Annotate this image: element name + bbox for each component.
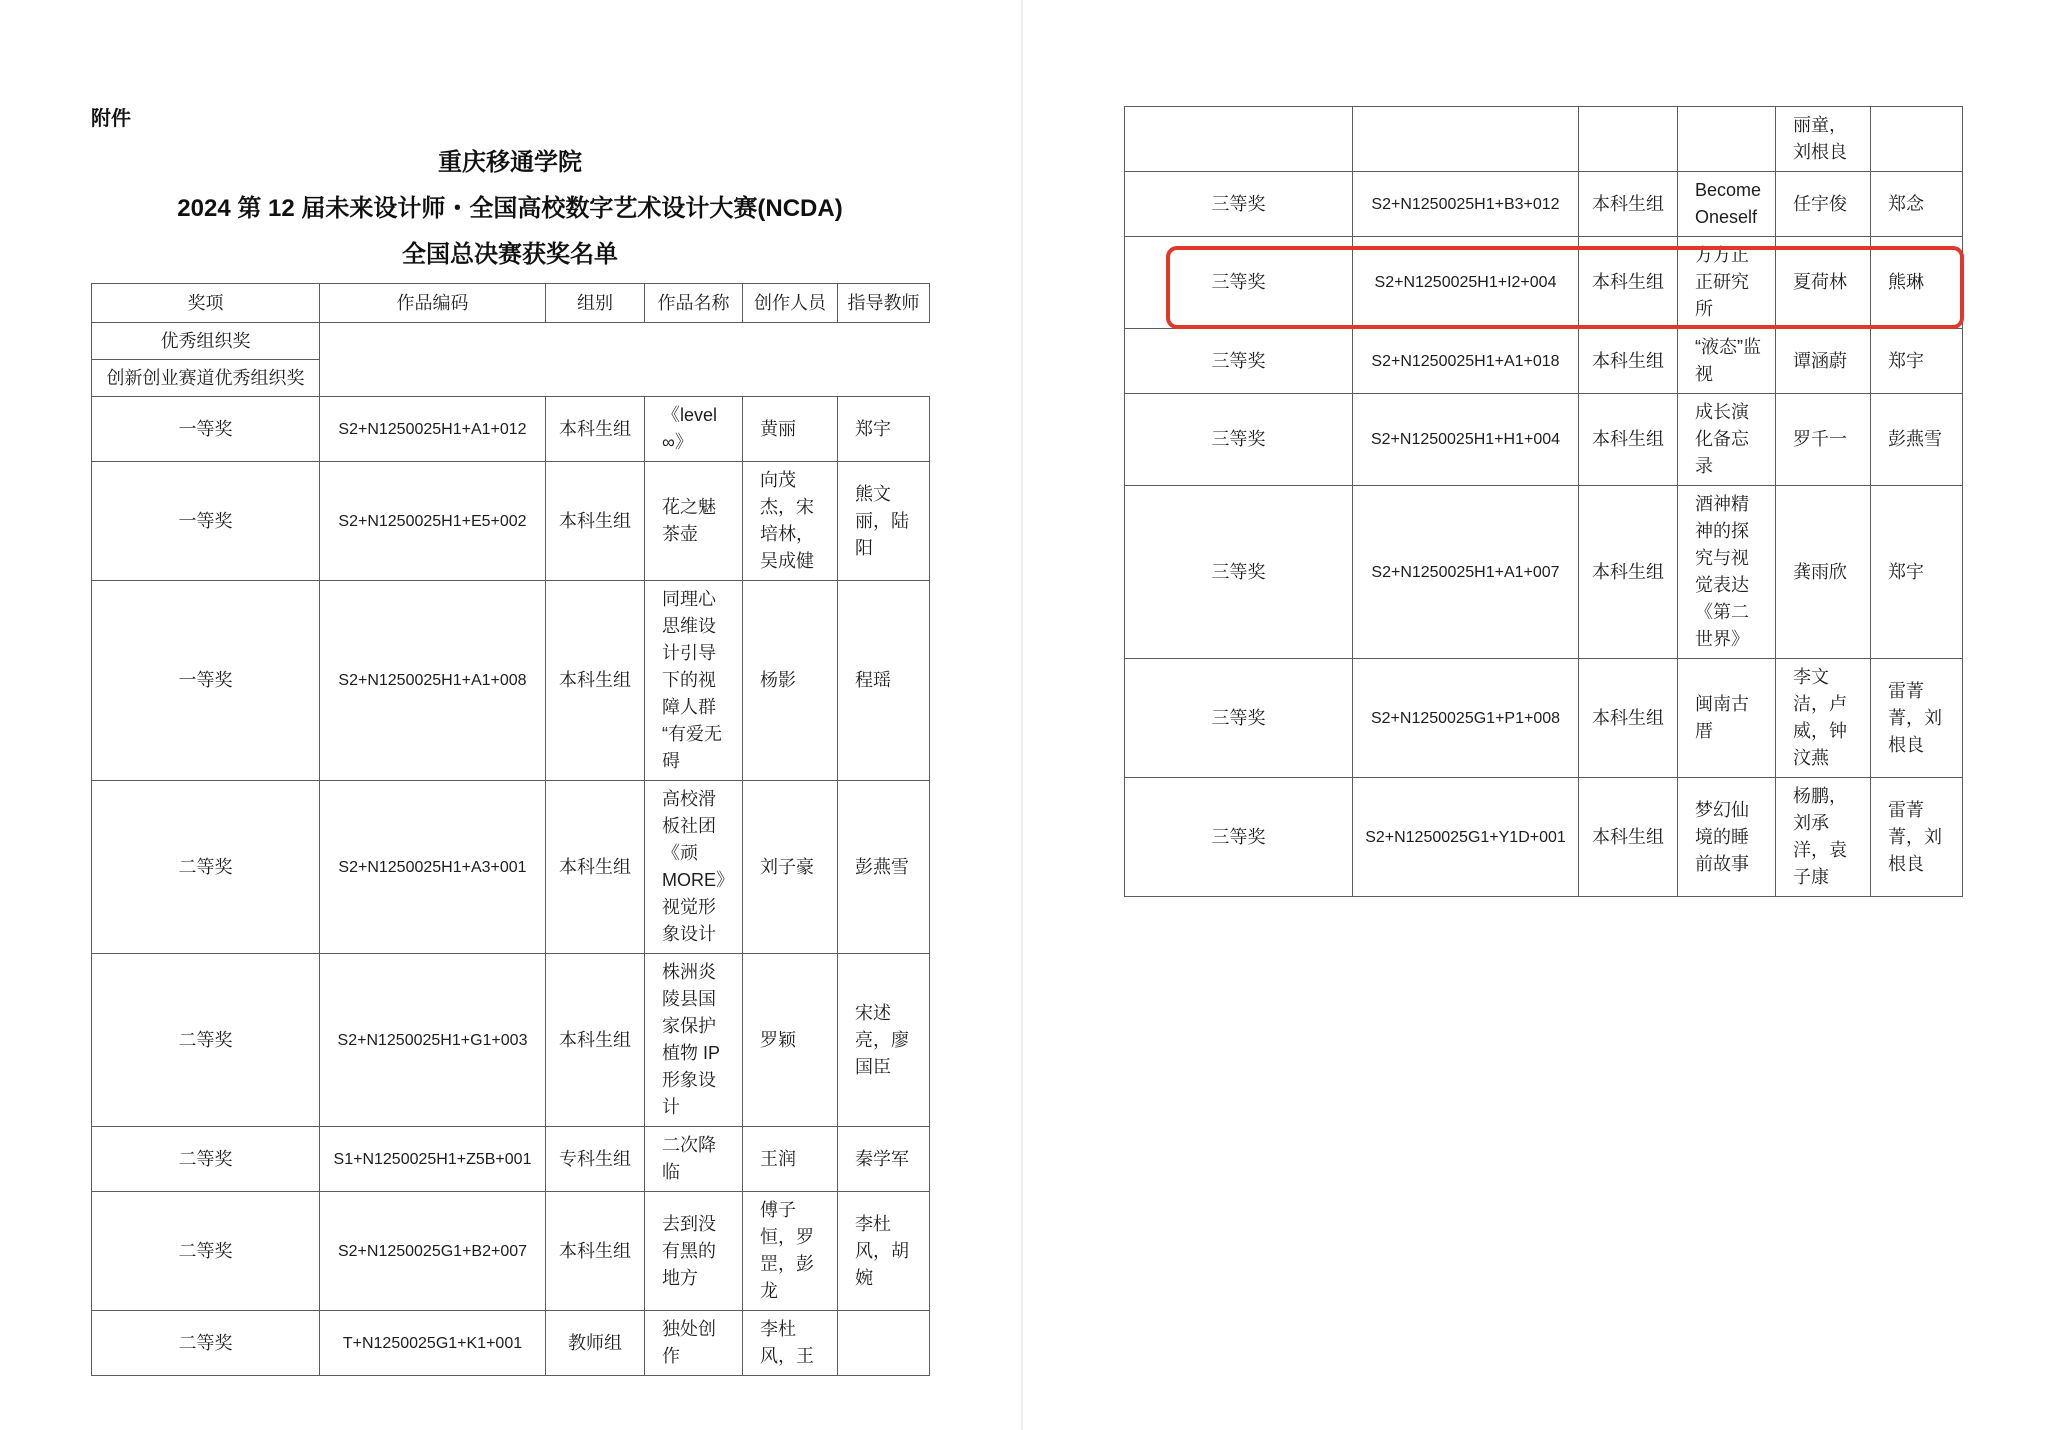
creators-cell: 杨鹏， 刘承 洋，袁 子康	[1776, 778, 1871, 897]
work-code-cell: S2+N1250025H1+H1+004	[1353, 394, 1579, 486]
competition-title: 2024 第 12 届未来设计师・全国高校数字艺术设计大赛(NCDA)	[177, 195, 843, 222]
column-header-group: 组别	[546, 284, 645, 323]
award-rows-left	[92, 397, 930, 1376]
org-award-cell: 优秀组织奖	[92, 323, 320, 360]
advisors-cell: 熊琳	[1871, 237, 1963, 329]
work-title-cell: 去到没 有黑的 地方	[645, 1192, 743, 1311]
creators-cell: 任宇俊	[1776, 172, 1871, 237]
award-table-left	[91, 283, 930, 1376]
creators-cell: 罗颖	[743, 954, 838, 1127]
work-title-cell: Become Oneself	[1678, 172, 1776, 237]
award-row	[1125, 659, 1963, 778]
award-cell: 二等奖	[92, 1311, 320, 1376]
award-row	[92, 954, 930, 1127]
column-header-creators: 创作人员	[743, 284, 838, 323]
award-row	[92, 1192, 930, 1311]
work-title-cell: 梦幻仙 境的睡 前故事	[1678, 778, 1776, 897]
work-title-cell: 株洲炎 陵县国 家保护 植物 IP 形象设 计	[645, 954, 743, 1127]
advisors-cell: 郑宇	[1871, 486, 1963, 659]
group-cell: 本科生组	[1579, 486, 1678, 659]
creators-cell: 李杜 风，王	[743, 1311, 838, 1376]
award-row	[92, 462, 930, 581]
award-cell: 三等奖	[1125, 486, 1353, 659]
award-row	[1125, 394, 1963, 486]
award-row	[1125, 237, 1963, 329]
creators-cell: 龚雨欣	[1776, 486, 1871, 659]
work-title-cell: 《level ∞》	[645, 397, 743, 462]
award-cell	[1125, 107, 1353, 172]
award-row	[1125, 778, 1963, 897]
creators-cell: 罗千一	[1776, 394, 1871, 486]
award-cell: 三等奖	[1125, 172, 1353, 237]
award-row	[1125, 329, 1963, 394]
award-cell: 二等奖	[92, 1127, 320, 1192]
document-title-block	[91, 140, 929, 278]
group-cell: 本科生组	[1579, 172, 1678, 237]
work-code-cell: S2+N1250025H1+A3+001	[320, 781, 546, 954]
group-cell: 本科生组	[1579, 394, 1678, 486]
work-code-cell: S2+N1250025H1+E5+002	[320, 462, 546, 581]
work-title-cell	[1678, 107, 1776, 172]
award-cell: 三等奖	[1125, 237, 1353, 329]
award-row	[1125, 172, 1963, 237]
work-code-cell: S2+N1250025H1+I2+004	[1353, 237, 1579, 329]
creators-cell: 黄丽	[743, 397, 838, 462]
advisors-cell: 郑念	[1871, 172, 1963, 237]
advisors-cell: 彭燕雪	[1871, 394, 1963, 486]
work-code-cell: S2+N1250025H1+B3+012	[1353, 172, 1579, 237]
work-code-cell: S2+N1250025G1+B2+007	[320, 1192, 546, 1311]
creators-cell: 李文 洁，卢 威，钟 汶燕	[1776, 659, 1871, 778]
award-row	[1125, 107, 1963, 172]
work-code-cell	[1353, 107, 1579, 172]
column-header-advisors: 指导教师	[838, 284, 930, 323]
work-code-cell: S2+N1250025H1+A1+008	[320, 581, 546, 781]
work-code-cell: S2+N1250025H1+A1+018	[1353, 329, 1579, 394]
column-header-work-code: 作品编码	[320, 284, 546, 323]
award-cell: 一等奖	[92, 462, 320, 581]
award-rows-right	[1125, 107, 1963, 897]
creators-cell: 杨影	[743, 581, 838, 781]
award-cell: 一等奖	[92, 397, 320, 462]
work-code-cell: S2+N1250025G1+Y1D+001	[1353, 778, 1579, 897]
group-cell: 本科生组	[1579, 778, 1678, 897]
award-row	[1125, 486, 1963, 659]
org-award-cell: 创新创业赛道优秀组织奖	[92, 360, 320, 397]
group-cell: 本科生组	[546, 581, 645, 781]
group-cell: 专科生组	[546, 1127, 645, 1192]
table-header-section	[92, 284, 930, 397]
column-header-work-title: 作品名称	[645, 284, 743, 323]
award-cell: 二等奖	[92, 781, 320, 954]
group-cell	[1579, 107, 1678, 172]
creators-cell: 丽童， 刘根良	[1776, 107, 1871, 172]
work-title-cell: 二次降 临	[645, 1127, 743, 1192]
advisors-cell: 郑宇	[838, 397, 930, 462]
group-cell: 教师组	[546, 1311, 645, 1376]
table-header-row	[92, 284, 930, 323]
org-award-row	[92, 360, 930, 397]
work-code-cell: T+N1250025G1+K1+001	[320, 1311, 546, 1376]
award-table-right	[1124, 106, 1963, 897]
group-cell: 本科生组	[546, 781, 645, 954]
advisors-cell: 程瑶	[838, 581, 930, 781]
column-header-award: 奖项	[92, 284, 320, 323]
work-title-cell: 闽南古 厝	[1678, 659, 1776, 778]
work-code-cell: S1+N1250025H1+Z5B+001	[320, 1127, 546, 1192]
document-page-left	[0, 0, 1021, 1430]
creators-cell: 刘子豪	[743, 781, 838, 954]
award-cell: 二等奖	[92, 954, 320, 1127]
award-row	[92, 781, 930, 954]
work-code-cell: S2+N1250025H1+A1+012	[320, 397, 546, 462]
creators-cell: 向茂 杰，宋 培林， 吴成健	[743, 462, 838, 581]
award-row	[92, 1127, 930, 1192]
work-title-cell: “液态”监 视	[1678, 329, 1776, 394]
advisors-cell	[1871, 107, 1963, 172]
group-cell: 本科生组	[1579, 659, 1678, 778]
advisors-cell: 秦学军	[838, 1127, 930, 1192]
group-cell: 本科生组	[546, 462, 645, 581]
creators-cell: 傅子 恒，罗 罡，彭 龙	[743, 1192, 838, 1311]
work-code-cell: S2+N1250025G1+P1+008	[1353, 659, 1579, 778]
award-cell: 三等奖	[1125, 329, 1353, 394]
blank-cell	[320, 323, 930, 360]
group-cell: 本科生组	[1579, 237, 1678, 329]
work-title-cell: 方方正 正研究 所	[1678, 237, 1776, 329]
work-code-cell: S2+N1250025H1+G1+003	[320, 954, 546, 1127]
group-cell: 本科生组	[546, 1192, 645, 1311]
award-row	[92, 581, 930, 781]
work-code-cell: S2+N1250025H1+A1+007	[1353, 486, 1579, 659]
advisors-cell: 郑宇	[1871, 329, 1963, 394]
award-cell: 二等奖	[92, 1192, 320, 1311]
advisors-cell: 彭燕雪	[838, 781, 930, 954]
advisors-cell	[838, 1311, 930, 1376]
advisors-cell: 雷菁 菁，刘 根良	[1871, 778, 1963, 897]
work-title-cell: 花之魅 茶壶	[645, 462, 743, 581]
award-row	[92, 397, 930, 462]
group-cell: 本科生组	[546, 954, 645, 1127]
advisors-cell: 宋述 亮，廖 国臣	[838, 954, 930, 1127]
work-title-cell: 独处创 作	[645, 1311, 743, 1376]
award-row	[92, 1311, 930, 1376]
award-cell: 一等奖	[92, 581, 320, 781]
creators-cell: 夏荷林	[1776, 237, 1871, 329]
work-title-cell: 高校滑 板社团 《顽 MORE》 视觉形 象设计	[645, 781, 743, 954]
work-title-cell: 成长演 化备忘 录	[1678, 394, 1776, 486]
school-name-title: 重庆移通学院	[438, 149, 582, 176]
org-award-row	[92, 323, 930, 360]
award-cell: 三等奖	[1125, 394, 1353, 486]
advisors-cell: 熊文 丽，陆 阳	[838, 462, 930, 581]
attachment-label: 附件	[91, 108, 131, 130]
work-title-cell: 酒神精 神的探 究与视 觉表达 《第二 世界》	[1678, 486, 1776, 659]
group-cell: 本科生组	[546, 397, 645, 462]
award-list-title: 全国总决赛获奖名单	[402, 241, 618, 268]
group-cell: 本科生组	[1579, 329, 1678, 394]
work-title-cell: 同理心 思维设 计引导 下的视 障人群 “有爱无 碍	[645, 581, 743, 781]
advisors-cell: 李杜 风，胡 婉	[838, 1192, 930, 1311]
creators-cell: 谭涵蔚	[1776, 329, 1871, 394]
award-cell: 三等奖	[1125, 778, 1353, 897]
creators-cell: 王润	[743, 1127, 838, 1192]
document-page-right	[1023, 0, 2048, 1430]
blank-cell	[320, 360, 930, 397]
award-cell: 三等奖	[1125, 659, 1353, 778]
advisors-cell: 雷菁 菁，刘 根良	[1871, 659, 1963, 778]
